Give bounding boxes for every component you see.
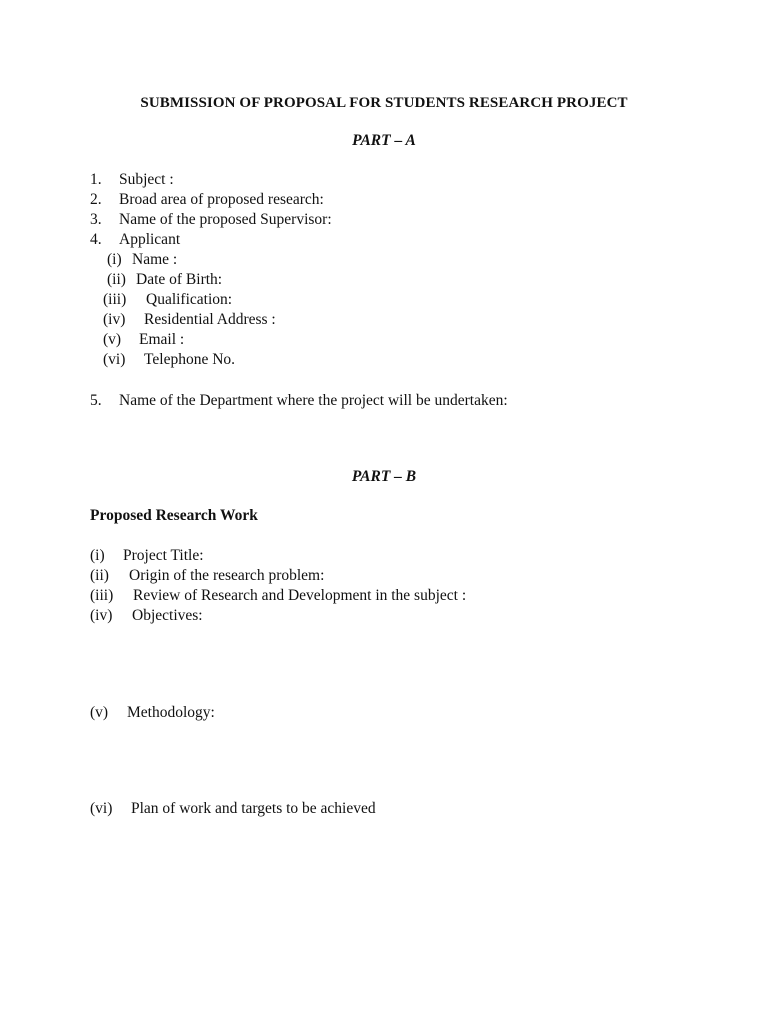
origin-problem-label: Origin of the research problem: xyxy=(129,567,325,584)
applicant-field-number: (iv) xyxy=(103,311,126,328)
applicant-field-number: (i) xyxy=(107,251,122,268)
applicant-email-label: Email : xyxy=(139,331,185,348)
applicant-telephone-label: Telephone No. xyxy=(144,351,236,368)
part-a-item-number: 3. xyxy=(90,211,102,228)
department-label: Name of the Department where the project will be undertaken: xyxy=(119,392,508,409)
applicant-field-number: (v) xyxy=(103,331,122,348)
research-area-label: Broad area of proposed research: xyxy=(119,191,324,208)
part-b-item-number: (v) xyxy=(90,704,109,721)
part-b-heading: PART – B xyxy=(351,468,417,485)
part-a-item-number: 2. xyxy=(90,191,102,208)
part-a-item-number: 5. xyxy=(90,392,102,409)
methodology-label: Methodology: xyxy=(127,704,215,721)
part-a-heading: PART – A xyxy=(352,132,416,149)
part-b-item-number: (vi) xyxy=(90,800,113,817)
applicant-label: Applicant xyxy=(119,231,181,248)
applicant-field-number: (iii) xyxy=(103,291,127,308)
applicant-qualification-label: Qualification: xyxy=(146,291,233,308)
part-a-item-number: 4. xyxy=(90,231,102,248)
plan-of-work-label: Plan of work and targets to be achieved xyxy=(131,800,376,817)
part-b-item-number: (iii) xyxy=(90,587,114,604)
part-b-item-number: (iv) xyxy=(90,607,113,624)
part-b-item-number: (i) xyxy=(90,547,105,564)
document-title: SUBMISSION OF PROPOSAL FOR STUDENTS RESEARCH PROJECT xyxy=(140,95,628,111)
part-b-item-number: (ii) xyxy=(90,567,109,584)
applicant-address-label: Residential Address : xyxy=(144,311,276,328)
applicant-dob-label: Date of Birth: xyxy=(136,271,223,288)
applicant-field-number: (vi) xyxy=(103,351,126,368)
part-a-item-number: 1. xyxy=(90,171,102,188)
objectives-label: Objectives: xyxy=(132,607,203,624)
applicant-field-number: (ii) xyxy=(107,271,126,288)
proposed-research-work-heading: Proposed Research Work xyxy=(90,507,258,524)
applicant-name-label: Name : xyxy=(132,251,178,268)
project-title-label: Project Title: xyxy=(123,547,204,564)
subject-label: Subject : xyxy=(119,171,174,188)
supervisor-label: Name of the proposed Supervisor: xyxy=(119,211,332,228)
review-label: Review of Research and Development in the subject : xyxy=(133,587,467,604)
